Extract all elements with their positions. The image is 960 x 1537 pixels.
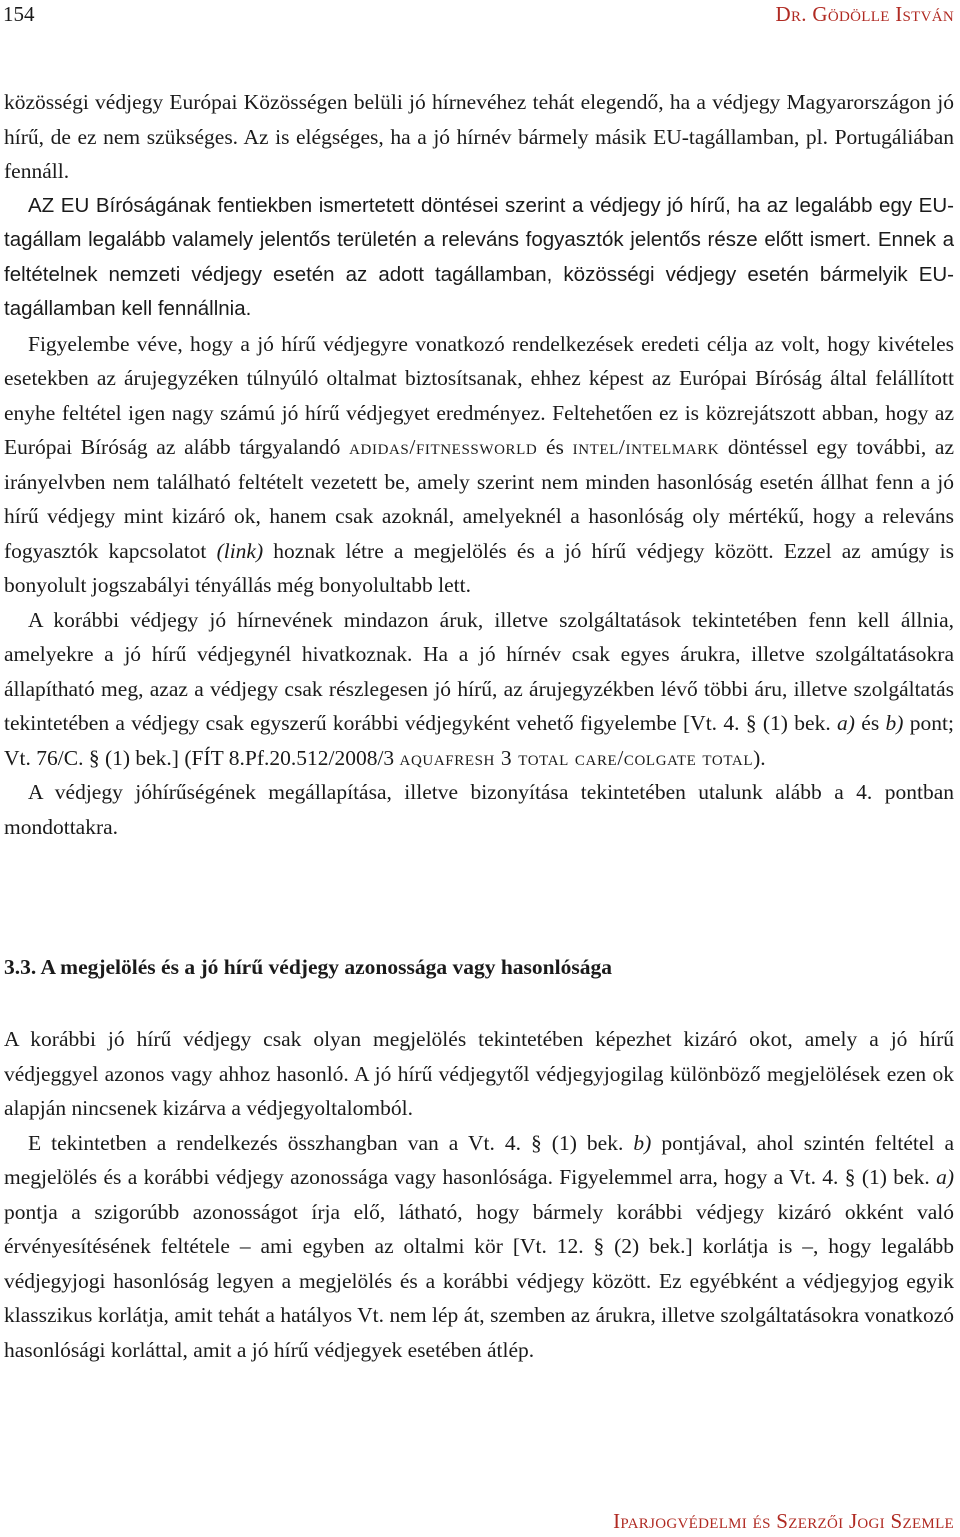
running-header: Dr. Gödölle István bbox=[775, 2, 954, 26]
text-run: A korábbi védjegy jó hírnevének mindazon áruk, illetve szolgáltatások tekintetében fenn kell állnia, amelyekre a jó hírű védjegynél hivatkoznak. Ha a jó hírnév csak egyes árukra, illetve szolgáltatásokra állapítható meg, azaz a védjegy csak részlegesen jó hírű, az árujegyzékben lévő többi áru, illetve szolgáltatás tekintetében a védjegy csak egyszerű korábbi védjegyként vehető figyelembe [Vt. 4. § (1) bek. bbox=[4, 607, 954, 735]
text-run: pont; Vt. 76/C. § (1) bek.] (FÍT 8.Pf.20.512/2008/3 bbox=[4, 711, 954, 770]
text-run: ). bbox=[753, 745, 766, 770]
italic-term: a) bbox=[837, 711, 855, 735]
italic-term: (link) bbox=[216, 538, 264, 563]
paragraph: A védjegy jóhírűségének megállapítása, illetve bizonyítása tekintetében utalunk alább a 4. pontban mondottakra. bbox=[4, 780, 954, 839]
paragraph bbox=[4, 1126, 954, 1368]
body-block-2 bbox=[4, 1022, 954, 1367]
italic-term: b) bbox=[633, 1130, 652, 1155]
italic-term: a) bbox=[936, 1165, 954, 1189]
paragraph: AZ EU Bíróságának fentiekben ismertetett döntései szerint a védjegy jó hírű, ha az legalább egy EU-tagállam legalább valamely jelentős területén a releváns fogyasztók jelentős része előtt ismert. Ennek a feltételnek nemzeti védjegy esetén az adott tagállamban, közösségi védjegy esetén bármelyik EU-tagállamban kell fennállnia. bbox=[4, 193, 954, 320]
case-name: aquafresh 3 total care/colgate total bbox=[399, 745, 754, 770]
text-run: és bbox=[537, 435, 573, 459]
case-name: intel/intelmark bbox=[572, 435, 720, 459]
text-run: és bbox=[854, 711, 886, 735]
case-name: adidas/fitnessworld bbox=[349, 435, 538, 459]
text-run: pontjával, ahol szintén feltétel a megjelölés és a korábbi védjegy azonossága vagy hasonlósága. Figyelemmel arra, hogy a Vt. 4. § (1) bek. bbox=[4, 1130, 954, 1189]
paragraph bbox=[4, 603, 954, 776]
text-run: E tekintetben a rendelkezés összhangban van a Vt. 4. § (1) bek. bbox=[28, 1130, 634, 1155]
paragraph: közösségi védjegy Európai Közösségen belüli jó hírnevéhez tehát elegendő, ha a védjegy Magyarországon jó hírű, de ez nem szükséges. Az is elégséges, ha a jó hírnév bármely másik EU-tagállamban, pl. Portugáliában fennáll. bbox=[4, 90, 954, 183]
italic-term: b) bbox=[885, 711, 904, 735]
section-heading: 3.3. A megjelölés és a jó hírű védjegy azonossága vagy hasonlósága bbox=[4, 955, 612, 979]
paragraph bbox=[4, 327, 954, 603]
text-run: pontja a szigorúbb azonosságot írja elő, látható, hogy bármely korábbi védjegy kizáró okként való érvényesítésének feltétele – ami egyben az oltalmi kör [Vt. 12. § (2) bek.] korlátja is –, hogy legalább védjegyjogi hasonlóság legyen a megjelölés és a korábbi védjegy között. Ez egyébként a védjegyjog egyik klasszikus korlátja, amit tehát a hatályos Vt. nem lép át, szemben az árukra, illetve szolgáltatásokra vonatkozó hasonlósági korláttal, amit a jó hírű védjegyek esetében átlép. bbox=[4, 1199, 954, 1362]
running-footer: Iparjogvédelmi és Szerzői Jogi Szemle bbox=[613, 1509, 954, 1533]
page-number: 154 bbox=[3, 2, 35, 26]
body-block-1 bbox=[4, 85, 954, 844]
text-run: hoznak létre a megjelölés és a jó hírű védjegy között. Ezzel az amúgy is bonyolult jogszabályi tényállás még bonyolultabb lett. bbox=[4, 538, 954, 597]
text-run: döntéssel egy további, az irányelvben nem található feltételt vezetett be, amely szerint nem minden hasonlóság esetén állhat fenn a jó hírű védjegy mint kizáró ok, hanem csak azoknál, amelyeknél a hasonlóság oly mértékű, hogy a releváns fogyasztók kapcsolatot bbox=[4, 435, 954, 563]
paragraph: A korábbi jó hírű védjegy csak olyan megjelölés tekintetében képezhet kizáró okot, amely a jó hírű védjeggyel azonos vagy ahhoz hasonló. A jó hírű védjegytől védjegyjogilag különböző megjelölések ezen ok alapján nincsenek kizárva a védjegyoltalomból. bbox=[4, 1027, 954, 1120]
text-run: Figyelembe véve, hogy a jó hírű védjegyre vonatkozó rendelkezések eredeti célja az volt, hogy kivételes esetekben az árujegyzéken túlnyúló oltalmat biztosítsanak, ehhez képest az Európai Bíróság által felállított enyhe feltétel igen nagy számú jó hírű védjegyet eredményez. Feltehetően ez is közrejátszott abban, hogy az Európai Bíróság az alább tárgyalandó bbox=[4, 331, 954, 459]
